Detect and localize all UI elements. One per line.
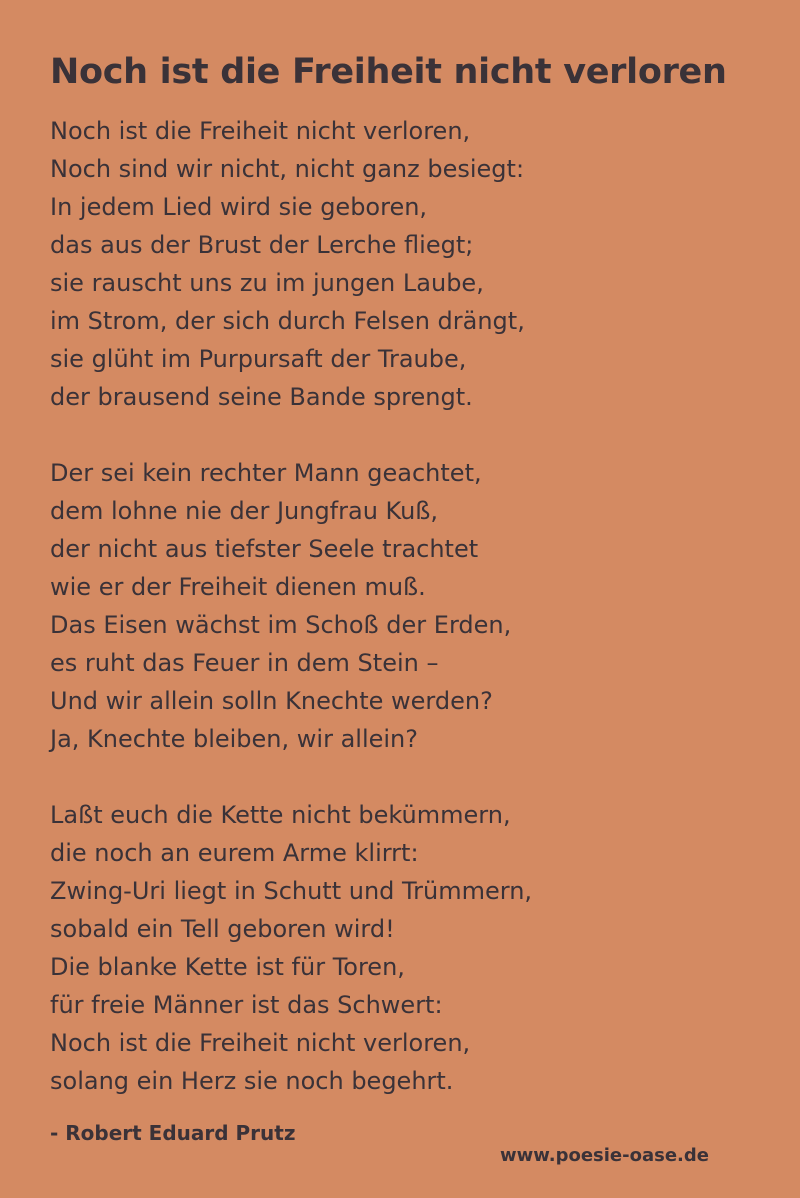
website-credit: www.poesie-oase.de [500, 1145, 709, 1166]
poem-line: im Strom, der sich durch Felsen drängt, [50, 307, 525, 335]
poem-line: In jedem Lied wird sie geboren, [50, 193, 428, 221]
poem-line: dem lohne nie der Jungfrau Kuß, [50, 497, 439, 525]
poem-line: für freie Männer ist das Schwert: [50, 991, 443, 1019]
poem-line: Das Eisen wächst im Schoß der Erden, [50, 611, 512, 639]
stanza-2 [50, 454, 770, 758]
poem-line: es ruht das Feuer in dem Stein – [50, 649, 439, 677]
poem-title: Noch ist die Freiheit nicht verloren [50, 52, 727, 92]
poem-line: Laßt euch die Kette nicht bekümmern, [50, 801, 511, 829]
poem-line: Noch ist die Freiheit nicht verloren, [50, 117, 471, 145]
poem-line: wie er der Freiheit dienen muß. [50, 573, 426, 601]
poem-line: Der sei kein rechter Mann geachtet, [50, 459, 482, 487]
stanza-3 [50, 796, 770, 1100]
poem-line: sie rauscht uns zu im jungen Laube, [50, 269, 484, 297]
poem-line: Und wir allein solln Knechte werden? [50, 687, 493, 715]
poem-line: Zwing-Uri liegt in Schutt und Trümmern, [50, 877, 533, 905]
poem-line: Die blanke Kette ist für Toren, [50, 953, 405, 981]
poem-line: der brausend seine Bande sprengt. [50, 383, 473, 411]
poem-line: das aus der Brust der Lerche fliegt; [50, 231, 474, 259]
poem-line: Ja, Knechte bleiben, wir allein? [50, 725, 418, 753]
poem-author: - Robert Eduard Prutz [50, 1121, 296, 1145]
poem-line: der nicht aus tiefster Seele trachtet [50, 535, 479, 563]
poem-line: solang ein Herz sie noch begehrt. [50, 1067, 454, 1095]
poem-line: Noch ist die Freiheit nicht verloren, [50, 1029, 471, 1057]
poem-line: sie glüht im Purpursaft der Traube, [50, 345, 467, 373]
poem-line: sobald ein Tell geboren wird! [50, 915, 395, 943]
poem-line: die noch an eurem Arme klirrt: [50, 839, 419, 867]
stanza-1 [50, 112, 770, 416]
poem-body [50, 112, 770, 1138]
poem-line: Noch sind wir nicht, nicht ganz besiegt: [50, 155, 525, 183]
